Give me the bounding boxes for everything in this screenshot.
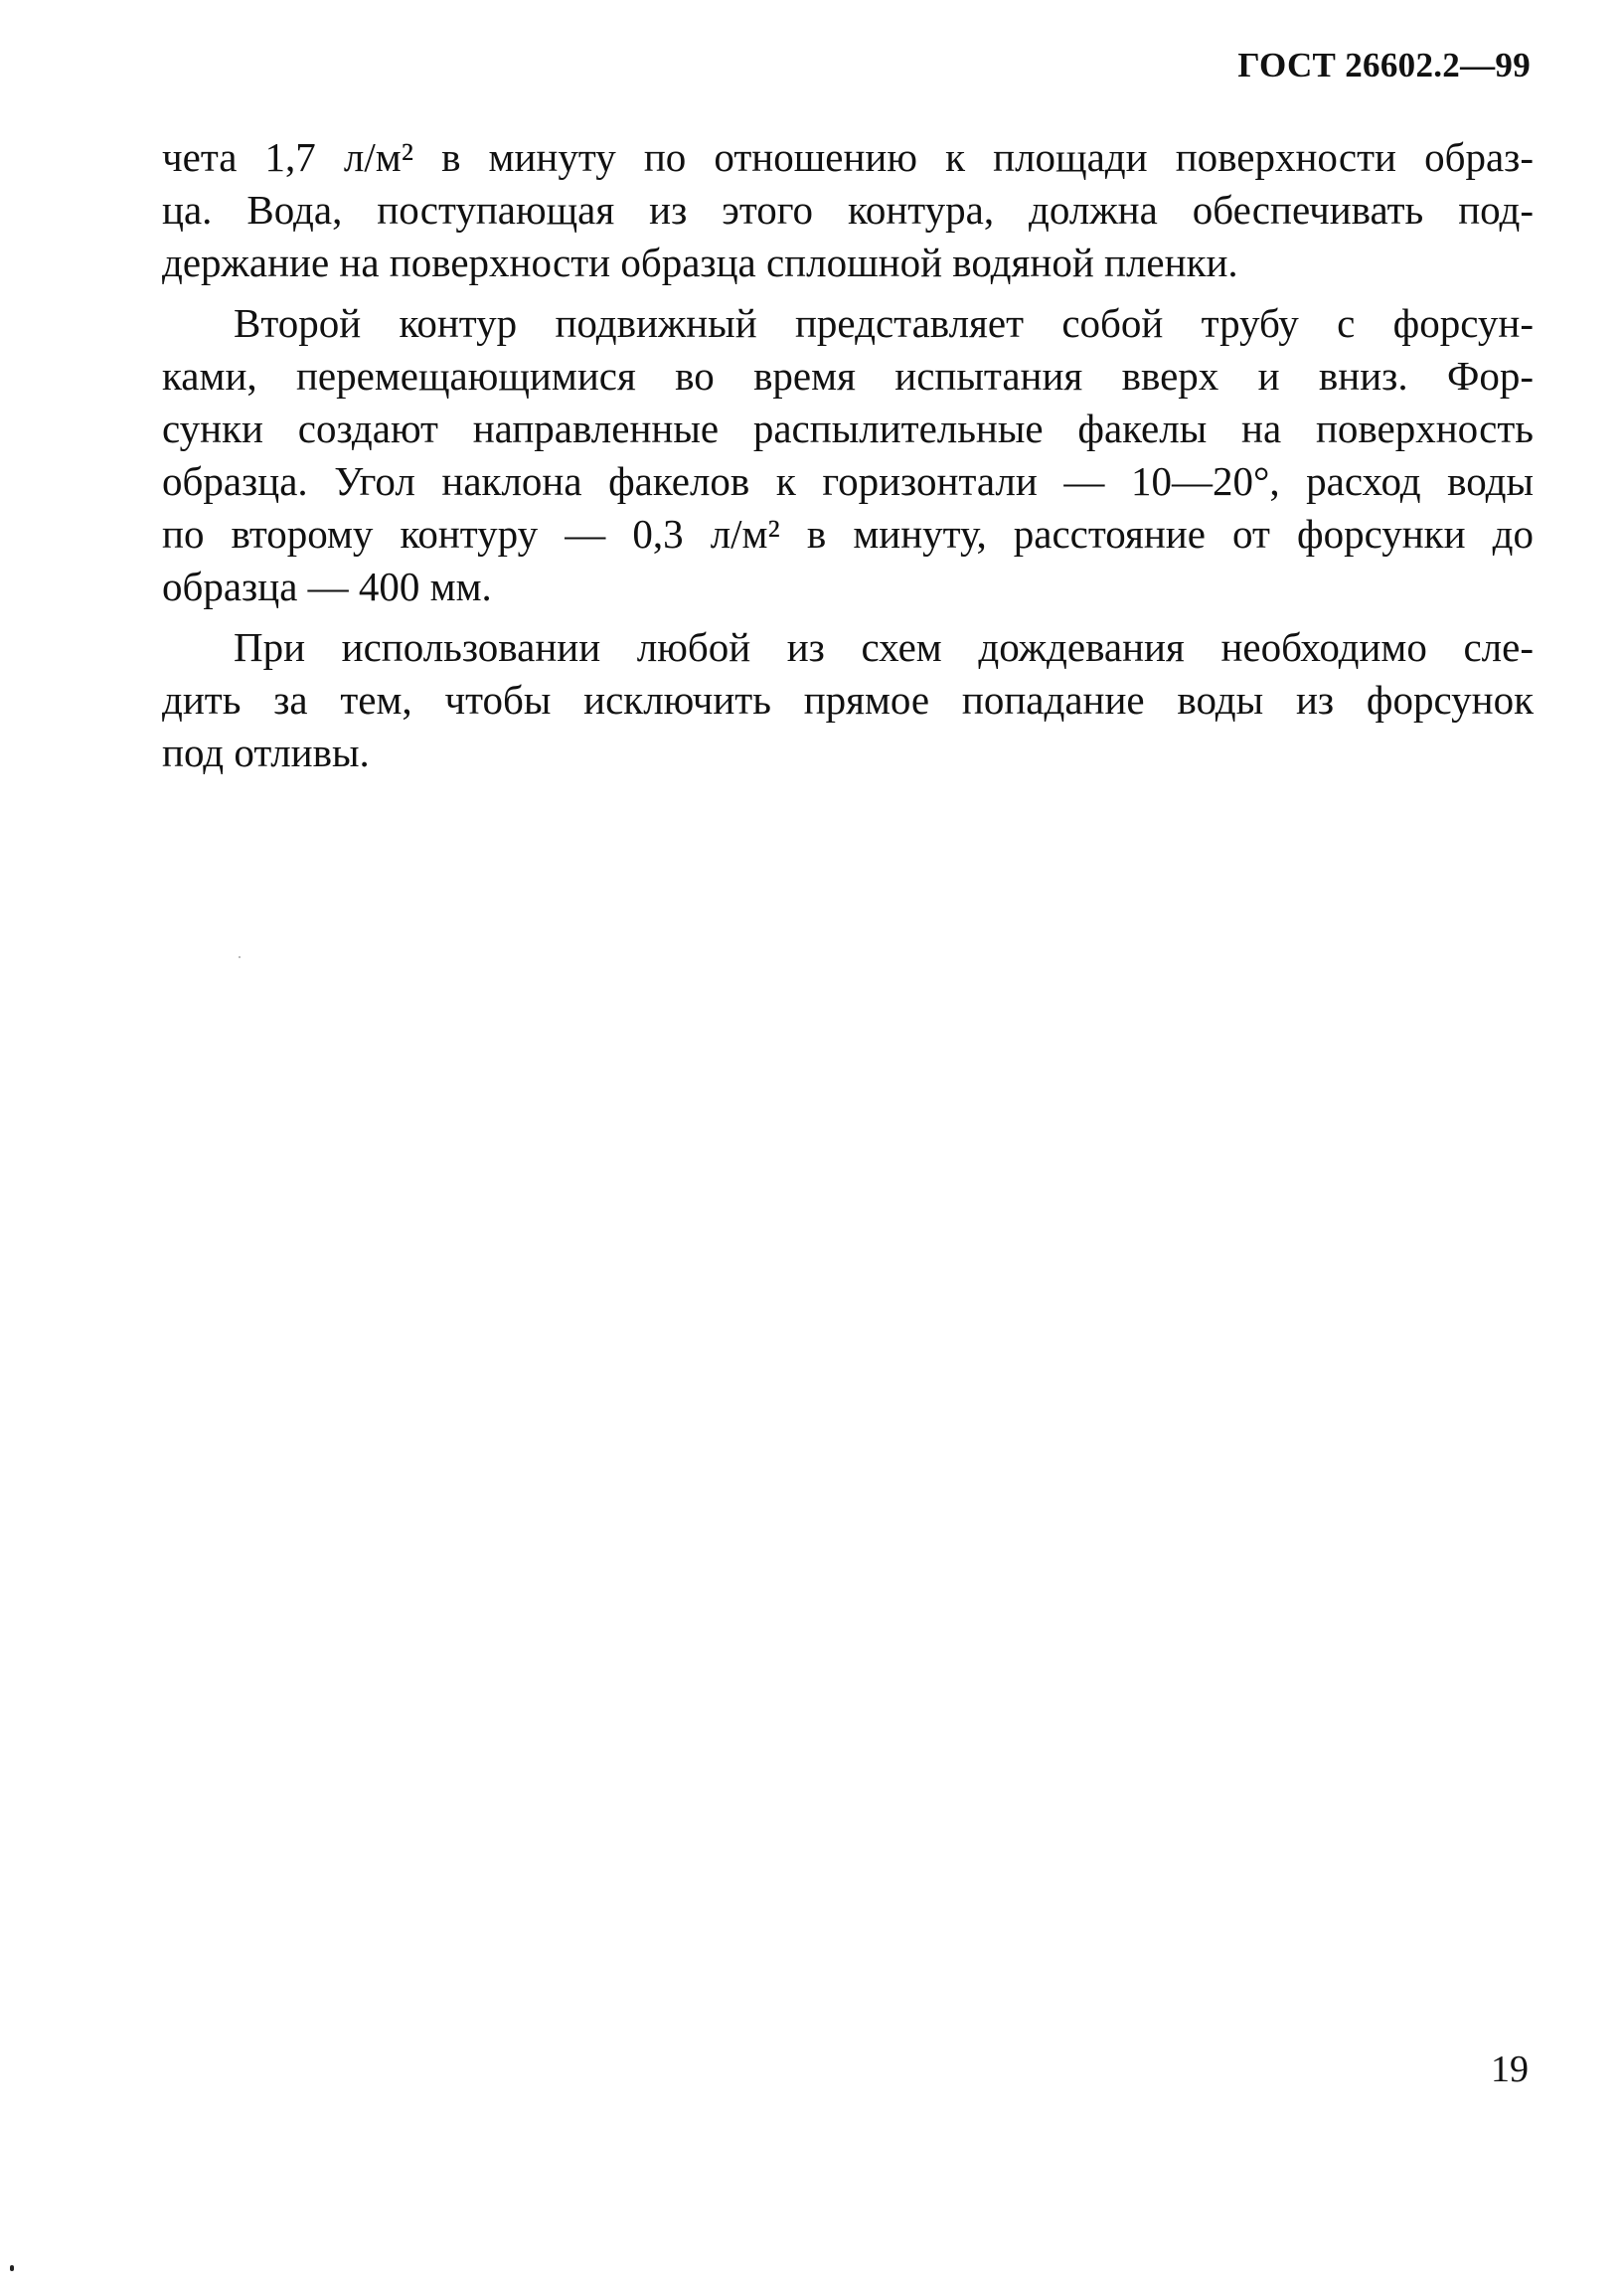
text-line: дить за тем, чтобы исключить прямое попадание воды из форсунок <box>162 677 1534 723</box>
paragraph-1 <box>162 131 1534 289</box>
scan-artifact <box>10 2265 14 2271</box>
body-text <box>162 131 1534 779</box>
text-line: образца — 400 мм. <box>162 564 492 609</box>
scan-artifact <box>239 956 241 958</box>
text-line: под отливы. <box>162 730 370 775</box>
text-line: держание на поверхности образца сплошной водяной пленки. <box>162 240 1238 285</box>
text-line: образца. Угол наклона факелов к горизонтали — 10—20°, расход воды <box>162 458 1534 504</box>
text-line: чета 1,7 л/м² в минуту по отношению к площади поверхности образ- <box>162 134 1534 180</box>
text-line: ками, перемещающимися во время испытания вверх и вниз. Фор- <box>162 353 1534 399</box>
text-line: по второму контуру — 0,3 л/м² в минуту, расстояние от форсунки до <box>162 511 1534 557</box>
standard-header: ГОСТ 26602.2—99 <box>1237 46 1531 84</box>
text-line: При использовании любой из схем дождевания необходимо сле- <box>234 624 1534 670</box>
paragraph-3 <box>162 621 1534 779</box>
paragraph-2 <box>162 297 1534 613</box>
page-number: 19 <box>1491 2049 1529 2090</box>
text-line: Второй контур подвижный представляет собой трубу с форсун- <box>234 300 1534 346</box>
text-line: ца. Вода, поступающая из этого контура, должна обеспечивать под- <box>162 187 1534 233</box>
text-line: сунки создают направленные распылительные факелы на поверхность <box>162 406 1534 451</box>
